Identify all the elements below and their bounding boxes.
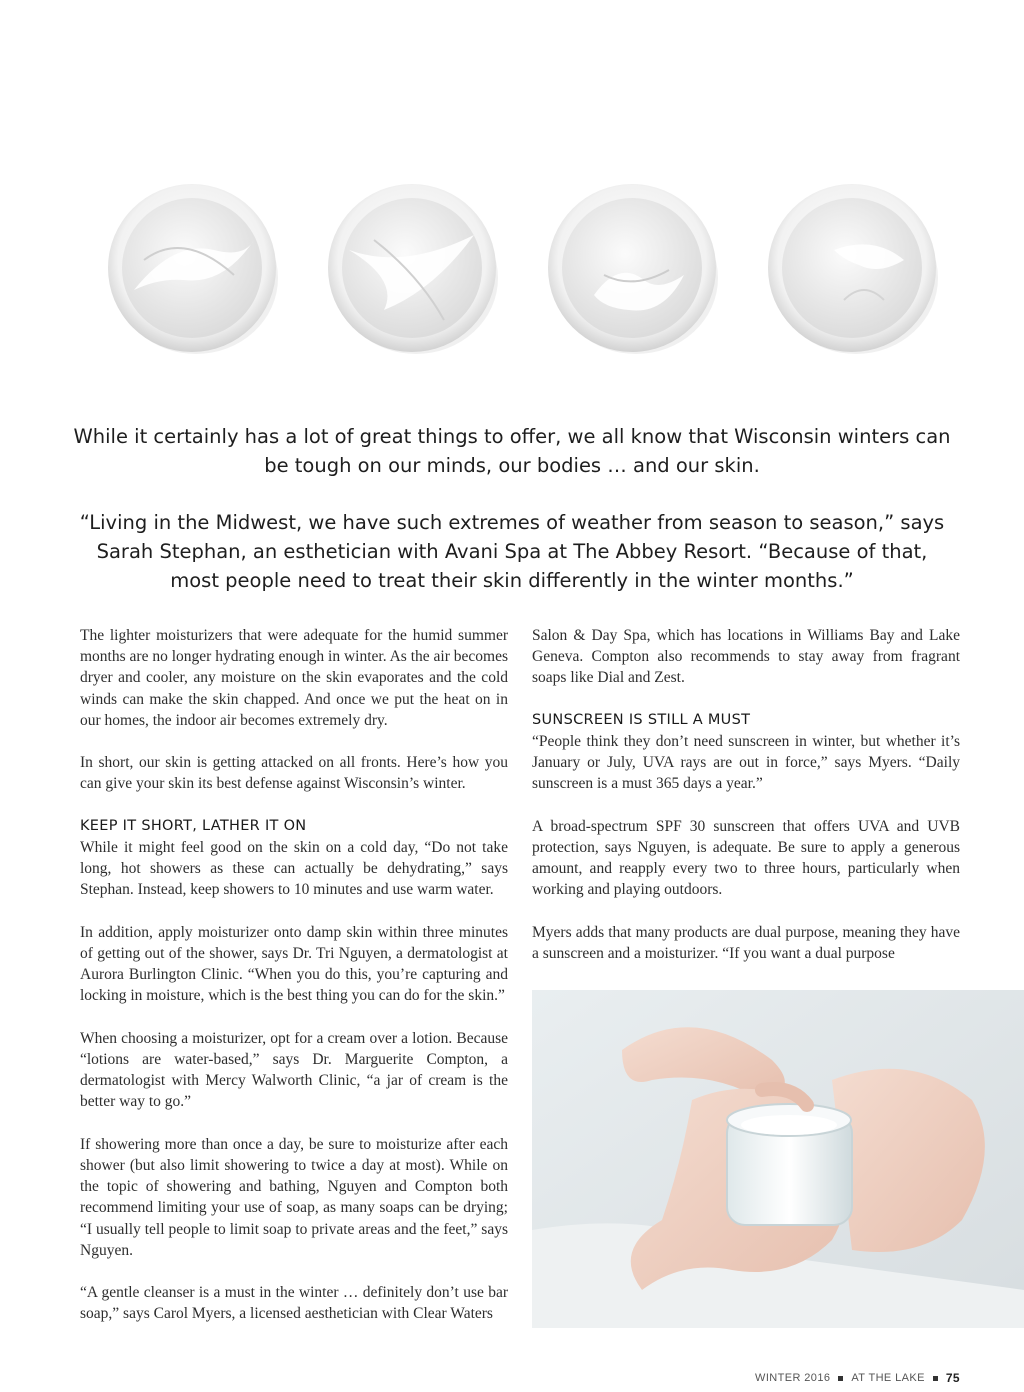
paragraph: While it might feel good on the skin on a cold day, “Do not take long, hot showers as these can actually be dehydrating,” says Stephan. Instead, keep showers to 10 minutes and use warm water. xyxy=(80,839,508,899)
square-bullet-icon xyxy=(838,1376,843,1381)
paragraph: Salon & Day Spa, which has locations in Williams Bay and Lake Geneva. Compton also recommends to stay away from fragrant soaps like Dial and Zest. xyxy=(532,627,960,687)
paragraph: In short, our skin is getting attacked on all fronts. Here’s how you can give your skin its best defense against Wisconsin’s winter. xyxy=(80,754,508,793)
intro-quote: “Living in the Midwest, we have such extremes of weather from season to season,” says Sarah Stephan, an esthetician with Avani Spa at The Abbey Resort. “Because of that, most people need to treat their skin differently in the winter months.” xyxy=(79,511,945,592)
cream-jar-3 xyxy=(544,180,720,356)
left-column xyxy=(80,625,508,1346)
cream-jar-4 xyxy=(764,180,940,356)
page-number: 75 xyxy=(945,1371,960,1385)
right-column xyxy=(532,625,960,985)
issue-label: WINTER 2016 xyxy=(755,1372,831,1384)
intro xyxy=(72,422,952,623)
magazine-name: AT THE LAKE xyxy=(851,1372,925,1384)
paragraph: “A gentle cleanser is a must in the winter … definitely don’t use bar soap,” says Carol Myers, a licensed aesthetician with Clear Waters xyxy=(80,1284,508,1323)
section-heading: SUNSCREEN IS STILL A MUST xyxy=(532,711,751,728)
paragraph: A broad-spectrum SPF 30 sunscreen that offers UVA and UVB protection, says Nguyen, is adequate. Be sure to apply a generous amount, and reapply every two to three hours, particularly when working and playing outdoors. xyxy=(532,817,960,899)
paragraph: The lighter moisturizers that were adequate for the humid summer months are no longer hydrating enough in winter. As the air becomes dryer and cooler, any moisture on the skin evaporates and the cold winds can make the skin chapped. And once we put the heat on in our homes, the indoor air becomes extremely dry. xyxy=(80,627,508,729)
paragraph: Myers adds that many products are dual purpose, meaning they have a sunscreen and a moisturizer. “If you want a dual purpose xyxy=(532,923,960,962)
paragraph: “People think they don’t need sunscreen in winter, but whether it’s January or July, UVA rays are out in force,” says Myers. “Daily sunscreen is a must 365 days a year.” xyxy=(532,733,960,793)
hands-cream-photo xyxy=(532,990,1024,1328)
square-bullet-icon xyxy=(933,1376,938,1381)
section-heading: KEEP IT SHORT, LATHER IT ON xyxy=(80,817,307,834)
cream-jars-photo xyxy=(0,0,1024,400)
paragraph: If showering more than once a day, be sure to moisturize after each shower (but also limit showering to twice a day at most). While on the topic of showering and bathing, Nguyen and Compton both recommend limiting your use of soap, as many soaps can be drying; “I usually tell people to limit soap to private areas and the feet,” says Nguyen. xyxy=(80,1135,508,1259)
cream-jar-1 xyxy=(104,180,280,356)
intro-lead: While it certainly has a lot of great things to offer, we all know that Wisconsin winters can be tough on our minds, our bodies … and our skin. xyxy=(73,425,951,477)
paragraph: In addition, apply moisturizer onto damp skin within three minutes of getting out of the shower, says Dr. Tri Nguyen, a dermatologist at Aurora Burlington Clinic. “When you do this, you’re capturing and locking in moisture, which is the best thing you can do for the skin.” xyxy=(80,923,508,1005)
cream-jar-2 xyxy=(324,180,500,356)
page-footer xyxy=(755,1370,960,1386)
paragraph: When choosing a moisturizer, opt for a cream over a lotion. Because “lotions are water-based,” says Dr. Marguerite Compton, a dermatologist with Mercy Walworth Clinic, “a jar of cream is the better way to go.” xyxy=(80,1029,508,1111)
